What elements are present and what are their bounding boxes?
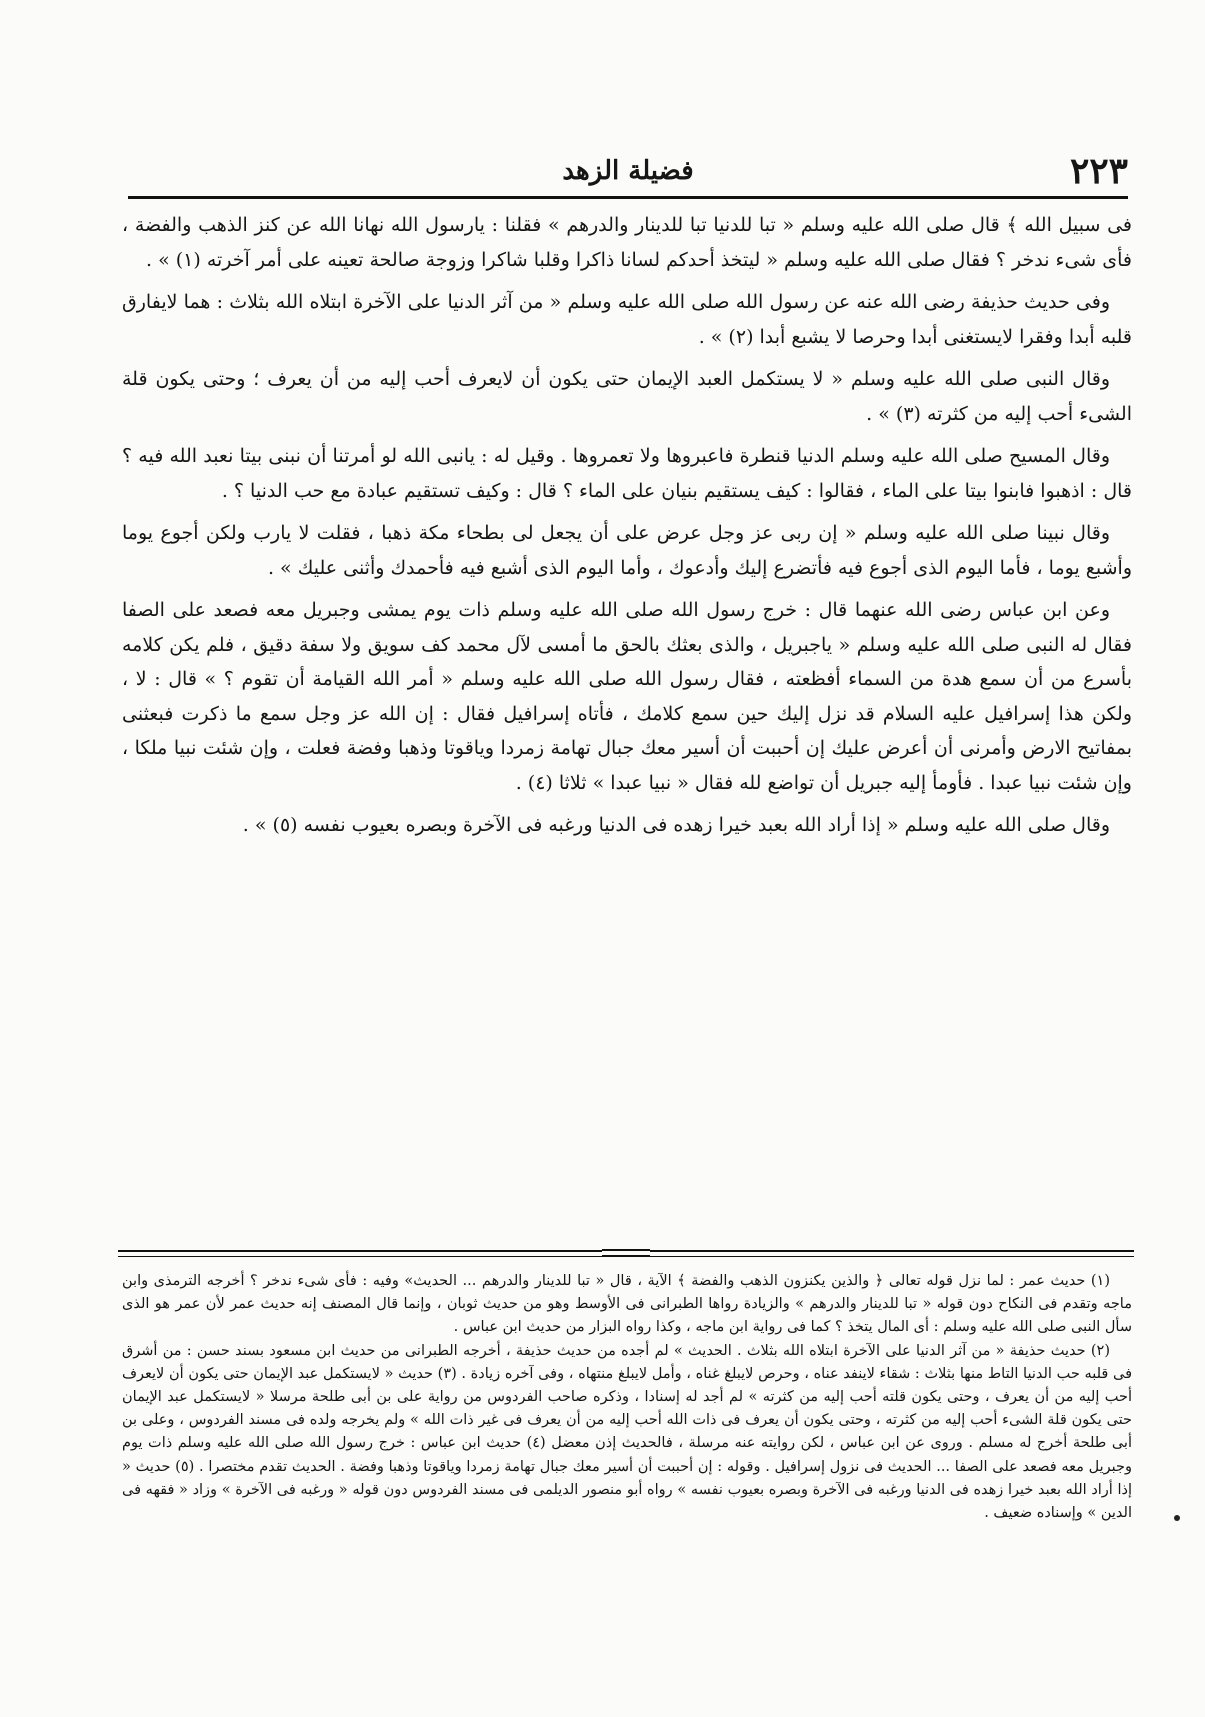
chapter-title: فضيلة الزهد	[562, 156, 694, 186]
page-number: ٢٢٣	[1069, 150, 1128, 192]
paragraph: وقال نبينا صلى الله عليه وسلم « إن ربى عز وجل عرض على أن يجعل لى بطحاء مكة ذهبا ، فقلت لا يارب ولكن أجوع يوما وأشبع يوما ، فأما اليوم الذى أجوع فيه فأتضرع إليك وأدعوك ، وأما اليوم الذى أشبع فيه فأحمدك وأثنى عليك » .	[122, 522, 1132, 579]
paragraph: وقال النبى صلى الله عليه وسلم « لا يستكمل العبد الإيمان حتى يكون أن لايعرف أحب إليه من أن يعرف ؛ وحتى يكون قلة الشىء أحب إليه من كثرته (٣) » .	[122, 368, 1132, 425]
footnote-separator	[118, 1248, 1134, 1260]
paragraph: وقال صلى الله عليه وسلم « إذا أراد الله بعبد خيرا زهده فى الدنيا ورغبه فى الآخرة وبصره بعيوب نفسه (٥) » .	[242, 814, 1110, 836]
paragraph: وعن ابن عباس رضى الله عنهما قال : خرج رسول الله صلى الله عليه وسلم ذات يوم يمشى وجبريل معه فصعد على الصفا فقال له النبى صلى الله عليه وسلم « ياجبريل ، والذى بعثك بالحق ما أمسى لآل محمد كف سويق ولا سفة دقيق ، فلم يكن كلامه بأسرع من أن سمع هدة من السماء أفظعته ، فقال رسول الله صلى الله عليه وسلم « أمر الله القيامة أن تقوم ؟ » قال : لا ، ولكن هذا إسرافيل عليه السلام قد نزل إليك حين سمع كلامك ، فأتاه إسرافيل فقال : إن الله عز وجل سمع ما ذكرت فبعثنى بمفاتيح الارض وأمرنى أن أعرض عليك إن أحببت أن أسير معك جبال تهامة زمردا وياقوتا وذهبا وفضة فعلت ، وإن شئت نبيا ملكا ، وإن شئت نبيا عبدا . فأومأ إليه جبريل أن تواضع لله فقال « نبيا عبدا » ثلاثا (٤) .	[122, 599, 1132, 794]
footnote: (٢) حديث حذيفة « من آثر الدنيا على الآخرة ابتلاه الله بثلاث . الحديث » لم أجده من حديث حذيفة ، أخرجه الطبرانى من حديث ابن مسعود بسند حسن : من أشرق فى قلبه حب الدنيا التاط منها بثلاث : شقاء لاينفد عناه ، وحرص لايبلغ غناه ، وأمل لايبلغ منتهاه ، وفى آخره زيادة . (٣) حديث « لايستكمل عبد الإيمان حتى يكون أن لايعرف أحب إليه من أن يعرف ، وحتى يكون قلته أحب إليه من كثرته » لم أجد له إسنادا ، وذكره صاحب الفردوس من رواية على بن أبى طلحة مرسلا « لايستكمل عبد الإيمان حتى يكون قلة الشىء أحب إليه من كثرته ، وحتى يكون أن يعرف فى ذات الله أحب إليه من أن يعرف فى غير ذات الله » ولم يخرجه ولده فى مسند الفردوس ، وعلى بن أبى طلحة أخرج له مسلم . وروى عن ابن عباس ، لكن روايته عنه مرسلة ، فالحديث إذن معضل (٤) حديث ابن عباس : خرج رسول الله صلى الله عليه وسلم ذات يوم وجبريل معه فصعد على الصفا ... الحديث فى نزول إسرافيل . وقوله : إن أحببت أن أسير معك جبال تهامة زمردا وياقوتا وذهبا وفضة . الحديث تقدم مختصرا . (٥) حديث « إذا أراد الله بعبد خيرا زهده فى الدنيا ورغبه فى الآخرة وبصره بعيوب نفسه » رواه أبو منصور الديلمى فى مسند الفردوس دون قوله « ورغبه فى الآخرة » وزاد « فقهه فى الدين » وإسناده ضعيف .	[122, 1342, 1132, 1522]
footnote: (١) حديث عمر : لما نزل قوله تعالى ﴿ والذين يكنزون الذهب والفضة ﴾ الآية ، قال « تبا للدينار والدرهم ... الحديث» وفيه : فأى شىء ندخر ؟ أخرجه الترمذى وابن ماجه وتقدم فى النكاح دون قوله « تبا للدينار والدرهم » والزيادة رواها الطبرانى فى الأوسط وهو من حديث ثوبان ، وإنما قال المصنف إنه حديث عمر لأن عمر هو الذى سأل النبى صلى الله عليه وسلم : أى المال يتخذ ؟ كما فى رواية ابن ماجه ، وكذا رواه البزار من حديث ابن عباس .	[122, 1273, 1132, 1336]
paragraph: فى سبيل الله ﴾ قال صلى الله عليه وسلم « تبا للدنيا تبا للدينار والدرهم » فقلنا : يارسول الله نهانا الله عن كنز الذهب والفضة ، فأى شىء ندخر ؟ فقال صلى الله عليه وسلم « ليتخذ أحدكم لسانا ذاكرا وقلبا شاكرا وزوجة صالحة تعينه على أمر آخرته (١) » .	[122, 214, 1132, 271]
header-rule	[128, 196, 1128, 199]
footnotes	[122, 1270, 1132, 1525]
margin-mark	[1174, 1515, 1180, 1521]
paragraph: وقال المسيح صلى الله عليه وسلم الدنيا قنطرة فاعبروها ولا تعمروها . وقيل له : يانبى الله لو أمرتنا أن نبنى بيتا نعبد الله فيه ؟ قال : اذهبوا فابنوا بيتا على الماء ، فقالوا : كيف يستقيم بنيان على الماء ؟ قال : وكيف تستقيم عبادة مع حب الدنيا ؟ .	[122, 445, 1132, 502]
paragraph: وفى حديث حذيفة رضى الله عنه عن رسول الله صلى الله عليه وسلم « من آثر الدنيا على الآخرة ابتلاه الله بثلاث : هما لايفارق قلبه أبدا وفقرا لايستغنى أبدا وحرصا لا يشبع أبدا (٢) » .	[122, 291, 1132, 348]
main-text	[122, 208, 1132, 851]
separator-ornament	[602, 1246, 650, 1260]
running-header	[128, 148, 1128, 198]
